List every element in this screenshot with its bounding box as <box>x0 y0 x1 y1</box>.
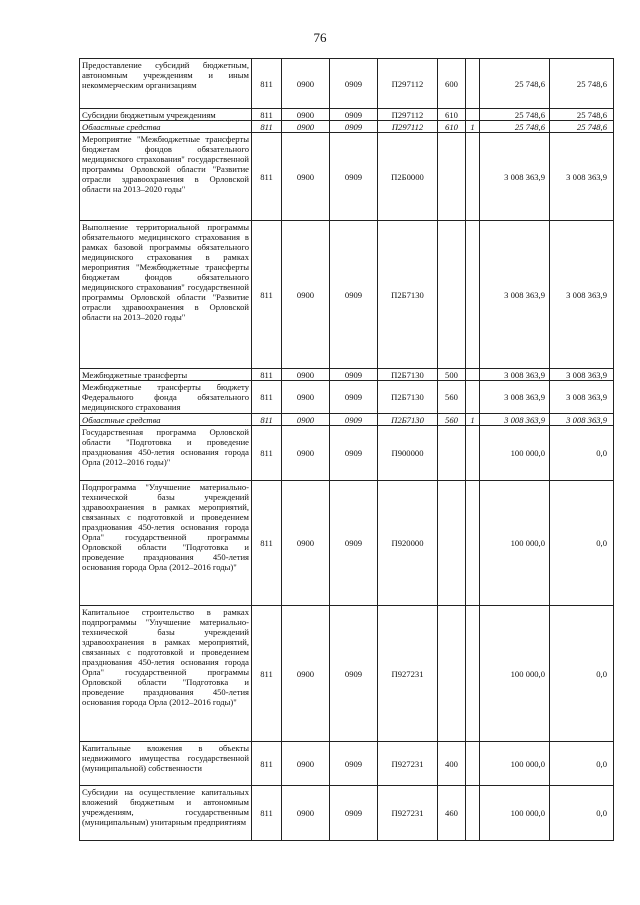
cell-amount-2: 3 008 363,9 <box>550 414 614 426</box>
table-row <box>80 426 614 481</box>
cell-ministry: 811 <box>252 109 282 121</box>
table-row <box>80 481 614 606</box>
cell-target: П2Б7130 <box>378 369 438 381</box>
cell-section: 0900 <box>282 426 330 481</box>
cell-ministry: 811 <box>252 133 282 221</box>
cell-expense-type <box>438 133 466 221</box>
table-row <box>80 742 614 786</box>
cell-target: П900000 <box>378 426 438 481</box>
cell-amount-1: 3 008 363,9 <box>480 414 550 426</box>
cell-amount-2: 3 008 363,9 <box>550 369 614 381</box>
cell-name: Областные средства <box>80 414 252 426</box>
cell-source <box>466 109 480 121</box>
cell-source <box>466 381 480 414</box>
cell-amount-2: 3 008 363,9 <box>550 221 614 369</box>
cell-source: 1 <box>466 414 480 426</box>
cell-name: Подпрограмма "Улучшение материально-технической базы учреждений здравоохранения в рамках мероприятий, связанных с подготовкой и проведением празднования 450-летия основания города Орла" государственной программы Орловской области "Подготовка и проведение празднования 450-летия основания города Орла (2012–2016 годы)" <box>80 481 252 606</box>
cell-subsection: 0909 <box>330 381 378 414</box>
cell-section: 0900 <box>282 133 330 221</box>
cell-amount-2: 3 008 363,9 <box>550 133 614 221</box>
cell-source <box>466 59 480 109</box>
cell-name: Мероприятие "Межбюджетные трансферты бюджетам фондов обязательного медицинского страхования" государственной программы Орловской области "Развитие отрасли здравоохранения в Орловской области на 2013–2020 годы" <box>80 133 252 221</box>
cell-expense-type: 600 <box>438 59 466 109</box>
cell-subsection: 0909 <box>330 742 378 786</box>
cell-section: 0900 <box>282 221 330 369</box>
cell-amount-2: 25 748,6 <box>550 121 614 133</box>
cell-target: П297112 <box>378 121 438 133</box>
cell-ministry: 811 <box>252 606 282 742</box>
cell-amount-1: 25 748,6 <box>480 59 550 109</box>
cell-expense-type: 610 <box>438 121 466 133</box>
cell-amount-1: 25 748,6 <box>480 109 550 121</box>
cell-target: П927231 <box>378 742 438 786</box>
cell-ministry: 811 <box>252 786 282 841</box>
cell-amount-1: 3 008 363,9 <box>480 133 550 221</box>
cell-ministry: 811 <box>252 414 282 426</box>
cell-amount-1: 3 008 363,9 <box>480 381 550 414</box>
cell-target: П2Б7130 <box>378 381 438 414</box>
cell-ministry: 811 <box>252 426 282 481</box>
cell-source <box>466 742 480 786</box>
cell-expense-type: 500 <box>438 369 466 381</box>
cell-amount-1: 100 000,0 <box>480 786 550 841</box>
cell-name: Субсидии бюджетным учреждениям <box>80 109 252 121</box>
cell-subsection: 0909 <box>330 59 378 109</box>
cell-ministry: 811 <box>252 121 282 133</box>
cell-expense-type <box>438 606 466 742</box>
cell-source <box>466 221 480 369</box>
cell-source: 1 <box>466 121 480 133</box>
cell-expense-type: 400 <box>438 742 466 786</box>
cell-subsection: 0909 <box>330 414 378 426</box>
cell-target: П927231 <box>378 606 438 742</box>
budget-table <box>79 58 614 841</box>
table-row <box>80 381 614 414</box>
cell-target: П297112 <box>378 59 438 109</box>
cell-amount-1: 3 008 363,9 <box>480 369 550 381</box>
cell-subsection: 0909 <box>330 121 378 133</box>
cell-expense-type: 610 <box>438 109 466 121</box>
cell-amount-2: 0,0 <box>550 481 614 606</box>
cell-amount-2: 0,0 <box>550 742 614 786</box>
cell-target: П297112 <box>378 109 438 121</box>
cell-target: П2Б0000 <box>378 133 438 221</box>
cell-amount-2: 25 748,6 <box>550 109 614 121</box>
cell-amount-2: 0,0 <box>550 606 614 742</box>
cell-section: 0900 <box>282 369 330 381</box>
cell-amount-2: 0,0 <box>550 426 614 481</box>
cell-expense-type: 560 <box>438 381 466 414</box>
cell-expense-type <box>438 426 466 481</box>
cell-amount-1: 25 748,6 <box>480 121 550 133</box>
page-number: 76 <box>313 30 327 45</box>
cell-name: Государственная программа Орловской области "Подготовка и проведение празднования 450-летия основания города Орла (2012–2016 годы)" <box>80 426 252 481</box>
cell-target: П920000 <box>378 481 438 606</box>
cell-source <box>466 481 480 606</box>
cell-source <box>466 786 480 841</box>
cell-target: П2Б7130 <box>378 414 438 426</box>
cell-subsection: 0909 <box>330 369 378 381</box>
cell-target: П927231 <box>378 786 438 841</box>
cell-section: 0900 <box>282 121 330 133</box>
cell-section: 0900 <box>282 109 330 121</box>
cell-ministry: 811 <box>252 221 282 369</box>
cell-name: Межбюджетные трансферты бюджету Федерального фонда обязательного медицинского страхования <box>80 381 252 414</box>
cell-expense-type: 460 <box>438 786 466 841</box>
table-row <box>80 59 614 109</box>
cell-amount-1: 100 000,0 <box>480 481 550 606</box>
table-row <box>80 109 614 121</box>
cell-source <box>466 426 480 481</box>
cell-amount-1: 100 000,0 <box>480 606 550 742</box>
cell-subsection: 0909 <box>330 606 378 742</box>
cell-name: Межбюджетные трансферты <box>80 369 252 381</box>
cell-name: Капитальные вложения в объекты недвижимого имущества государственной (муниципальной) собственности <box>80 742 252 786</box>
cell-name: Капитальное строительство в рамках подпрограммы "Улучшение материально-технической базы учреждений здравоохранения в рамках мероприятий, связанных с подготовкой и проведением празднования 450-летия основания города Орла" государственной программы Орловской области "Подготовка и проведение празднования 450-летия основания города Орла (2012–2016 годы)" <box>80 606 252 742</box>
table-row <box>80 221 614 369</box>
table-row <box>80 786 614 841</box>
cell-section: 0900 <box>282 606 330 742</box>
cell-amount-2: 0,0 <box>550 786 614 841</box>
cell-subsection: 0909 <box>330 109 378 121</box>
cell-subsection: 0909 <box>330 481 378 606</box>
table-row <box>80 369 614 381</box>
table-row <box>80 606 614 742</box>
cell-amount-1: 100 000,0 <box>480 426 550 481</box>
cell-section: 0900 <box>282 59 330 109</box>
table-row <box>80 414 614 426</box>
cell-subsection: 0909 <box>330 133 378 221</box>
cell-target: П2Б7130 <box>378 221 438 369</box>
cell-ministry: 811 <box>252 369 282 381</box>
cell-section: 0900 <box>282 381 330 414</box>
cell-name: Субсидии на осуществление капитальных вложений бюджетным и автономным учреждениям, государственным (муниципальным) унитарным предприятиям <box>80 786 252 841</box>
cell-name: Предоставление субсидий бюджетным, автономным учреждениям и иным некоммерческим организациям <box>80 59 252 109</box>
cell-amount-1: 3 008 363,9 <box>480 221 550 369</box>
table-row <box>80 121 614 133</box>
cell-ministry: 811 <box>252 742 282 786</box>
cell-amount-2: 25 748,6 <box>550 59 614 109</box>
cell-section: 0900 <box>282 414 330 426</box>
cell-ministry: 811 <box>252 381 282 414</box>
cell-subsection: 0909 <box>330 426 378 481</box>
cell-subsection: 0909 <box>330 786 378 841</box>
cell-source <box>466 606 480 742</box>
cell-ministry: 811 <box>252 481 282 606</box>
cell-source <box>466 369 480 381</box>
cell-section: 0900 <box>282 742 330 786</box>
cell-source <box>466 133 480 221</box>
cell-amount-1: 100 000,0 <box>480 742 550 786</box>
cell-name: Областные средства <box>80 121 252 133</box>
cell-expense-type: 560 <box>438 414 466 426</box>
table-row <box>80 133 614 221</box>
cell-expense-type <box>438 221 466 369</box>
cell-section: 0900 <box>282 481 330 606</box>
cell-subsection: 0909 <box>330 221 378 369</box>
cell-expense-type <box>438 481 466 606</box>
cell-ministry: 811 <box>252 59 282 109</box>
cell-section: 0900 <box>282 786 330 841</box>
cell-amount-2: 3 008 363,9 <box>550 381 614 414</box>
cell-name: Выполнение территориальной программы обязательного медицинского страхования в рамках базовой программы обязательного медицинского страхования в рамках мероприятия "Межбюджетные трансферты бюджетам фондов обязательного медицинского страхования" государственной программы Орловской области "Развитие отрасли здравоохранения в Орловской области на 2013–2020 годы" <box>80 221 252 369</box>
